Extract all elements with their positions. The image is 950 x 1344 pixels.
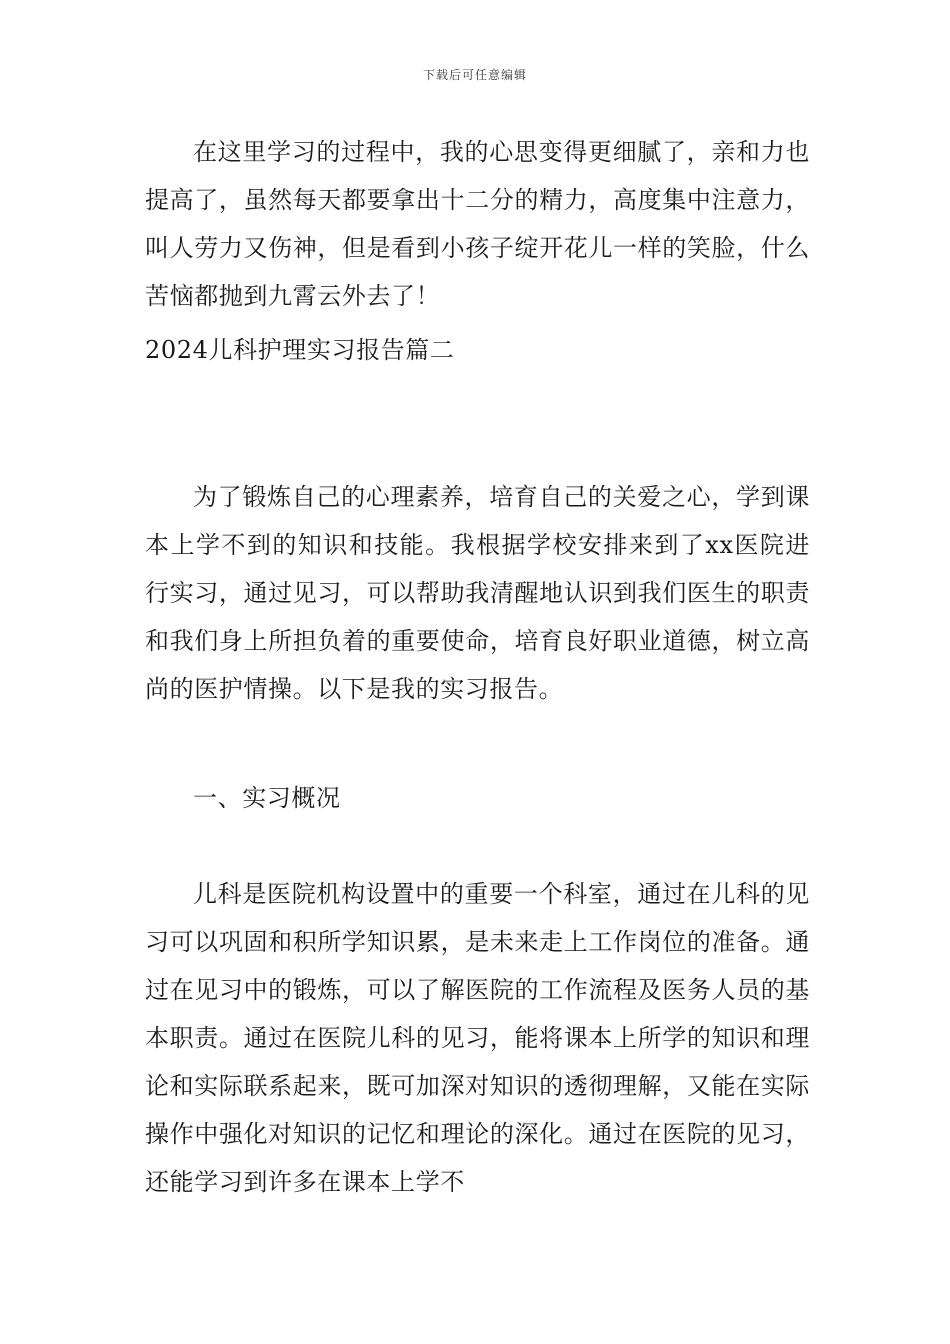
paragraph-text: 为了锻炼自己的心理素养，培育自己的关爱之心，学到课本上学不到的知识和技能。我根据学校安排来到了xx医院进行实习，通过见习，可以帮助我清醒地认识到我们医生的职责和我们身上所担负着的重要使命，培育良好职业道德，树立高尚的医护情操。以下是我的实习报告。: [145, 483, 810, 703]
paragraph-text: 儿科是医院机构设置中的重要一个科室，通过在儿科的见习可以巩固和积所学知识累，是未来走上工作岗位的准备。通过在见习中的锻炼，可以了解医院的工作流程及医务人员的基本职责。通过在医院儿科的见习，能将课本上所学的知识和理论和实际联系起来，既可加深对知识的透彻理解，又能在实际操作中强化对知识的记忆和理论的深化。通过在医院的见习，还能学习到许多在课本上学不: [145, 880, 810, 1196]
paragraph-text: 在这里学习的过程中，我的心思变得更细腻了，亲和力也提高了，虽然每天都要拿出十二分的精力，高度集中注意力，叫人劳力又伤神，但是看到小孩子绽开花儿一样的笑脸，什么苦恼都抛到九霄云外去了！: [145, 138, 810, 310]
section-heading-text: 一、实习概况: [193, 784, 341, 812]
report-title-2: [145, 326, 810, 374]
report-title-text: 2024儿科护理实习报告篇二: [145, 336, 455, 364]
paragraph-intro: [145, 128, 810, 320]
paragraph-overview: [145, 870, 810, 1206]
paragraph-purpose: [145, 473, 810, 713]
section-heading-overview: [145, 774, 810, 822]
header-note: 下载后可任意编辑: [422, 68, 527, 82]
